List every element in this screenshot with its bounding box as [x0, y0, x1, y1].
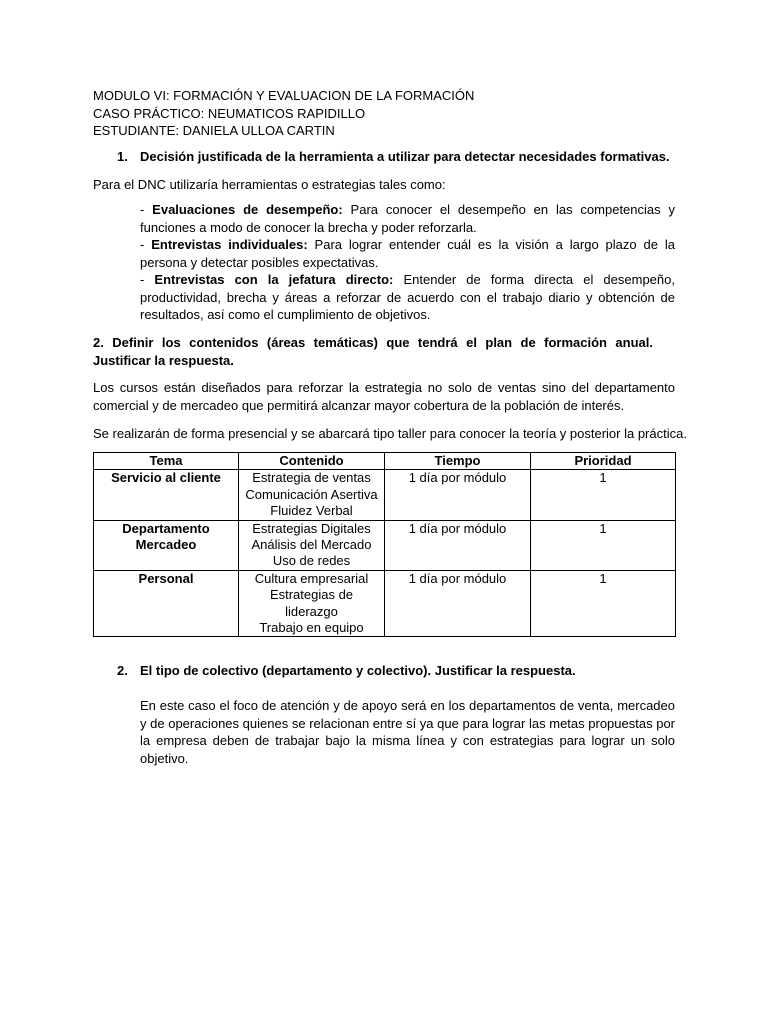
list-item-entrevistas-individuales [140, 236, 675, 271]
section3-title: El tipo de colectivo (departamento y colectivo). Justificar la respuesta. [140, 663, 576, 678]
section1-number: 1. [117, 149, 128, 164]
column-header-contenido: Contenido [239, 453, 385, 470]
section2-title: 2. Definir los contenidos (áreas temáticas) que tendrá el plan de formación anual. Justificar la respuesta. [93, 335, 653, 368]
cell-contenido [239, 520, 385, 570]
cell-line: Cultura empresarial [254, 570, 369, 586]
section1-title: Decisión justificada de la herramienta a utilizar para detectar necesidades formativas. [140, 149, 670, 164]
table-row [94, 570, 676, 637]
list-item-text: Para lograr entender cuál es la visión a largo plazo de la persona y detectar posibles expectativas. [140, 237, 675, 270]
cell-prioridad: 1 [531, 470, 676, 520]
training-plan-table [93, 452, 676, 637]
cell-line: Personal [138, 570, 194, 586]
column-header-prioridad: Prioridad [531, 453, 676, 470]
section1-intro: Para el DNC utilizaría herramientas o estrategias tales como: [93, 177, 446, 192]
header-module: MODULO VI: FORMACIÓN Y EVALUACION DE LA FORMACIÓN [93, 88, 475, 103]
cell-line: Estrategias de [269, 587, 354, 603]
cell-line: Servicio al cliente [111, 470, 221, 486]
cell-contenido [239, 470, 385, 520]
cell-prioridad: 1 [531, 570, 676, 637]
list-item-label: Entrevistas con la jefatura directo: [154, 272, 394, 287]
header-student: ESTUDIANTE: DANIELA ULLOA CARTIN [93, 123, 335, 138]
cell-tiempo: 1 día por módulo [385, 470, 531, 520]
list-item-prefix: - [140, 272, 155, 287]
list-item-label: Entrevistas individuales: [151, 237, 308, 252]
list-item-evaluaciones [140, 201, 675, 236]
list-item-entrevistas-jefatura [140, 271, 675, 324]
section2-paragraph-1: Los cursos están diseñados para reforzar la estrategia no solo de ventas sino del departamento comercial y de mercadeo que permitirá alcanzar mayor cobertura de la población de interés. [93, 380, 675, 413]
cell-line: Departamento [122, 520, 210, 536]
section2-paragraph-2: Se realizarán de forma presencial y se abarcará tipo taller para conocer la teoría y posterior la práctica. [93, 426, 687, 441]
header-case: CASO PRÁCTICO: NEUMATICOS RAPIDILLO [93, 105, 366, 121]
cell-line: Estrategia de ventas [252, 470, 371, 486]
cell-tiempo: 1 día por módulo [385, 520, 531, 570]
cell-tiempo: 1 día por módulo [385, 570, 531, 637]
table-row [94, 520, 676, 570]
cell-line: liderazgo [285, 603, 338, 619]
table-row [94, 470, 676, 520]
section3-number: 2. [117, 663, 128, 678]
section3-paragraph: En este caso el foco de atención y de apoyo será en los departamentos de venta, mercadeo y de operaciones quienes se relacionan entre sí ya que para lograr las metas propuestas por la empresa deben de trabajar bajo la misma línea y con estrategias para lograr un solo objetivo. [140, 698, 675, 766]
list-item-text: Para conocer el desempeño en las competencias y funciones a modo de conocer la brecha y poder reforzarla. [140, 202, 675, 235]
cell-prioridad: 1 [531, 520, 676, 570]
table-header-row [94, 453, 676, 470]
column-header-tiempo: Tiempo [385, 453, 531, 470]
column-header-tema: Tema [94, 453, 239, 470]
cell-tema [94, 470, 239, 520]
cell-line: Trabajo en equipo [259, 620, 364, 636]
cell-tema [94, 520, 239, 570]
cell-contenido [239, 570, 385, 637]
cell-line: Análisis del Mercado [251, 537, 372, 553]
list-item-prefix: - [140, 202, 153, 217]
cell-line: Uso de redes [272, 553, 351, 569]
cell-line: Comunicación Asertiva [245, 486, 378, 502]
cell-line: Fluidez Verbal [270, 503, 353, 519]
cell-line: Mercadeo [135, 537, 197, 553]
list-item-prefix: - [140, 237, 152, 252]
list-item-label: Evaluaciones de desempeño: [152, 202, 343, 217]
cell-tema [94, 570, 239, 637]
list-item-text: Entender de forma directa el desempeño, productividad, brecha y áreas a reforzar de acuerdo con el trabajo diario y obtención de resultados, así como el cumplimiento de objetivos. [140, 272, 675, 322]
cell-line: Estrategias Digitales [252, 520, 371, 536]
